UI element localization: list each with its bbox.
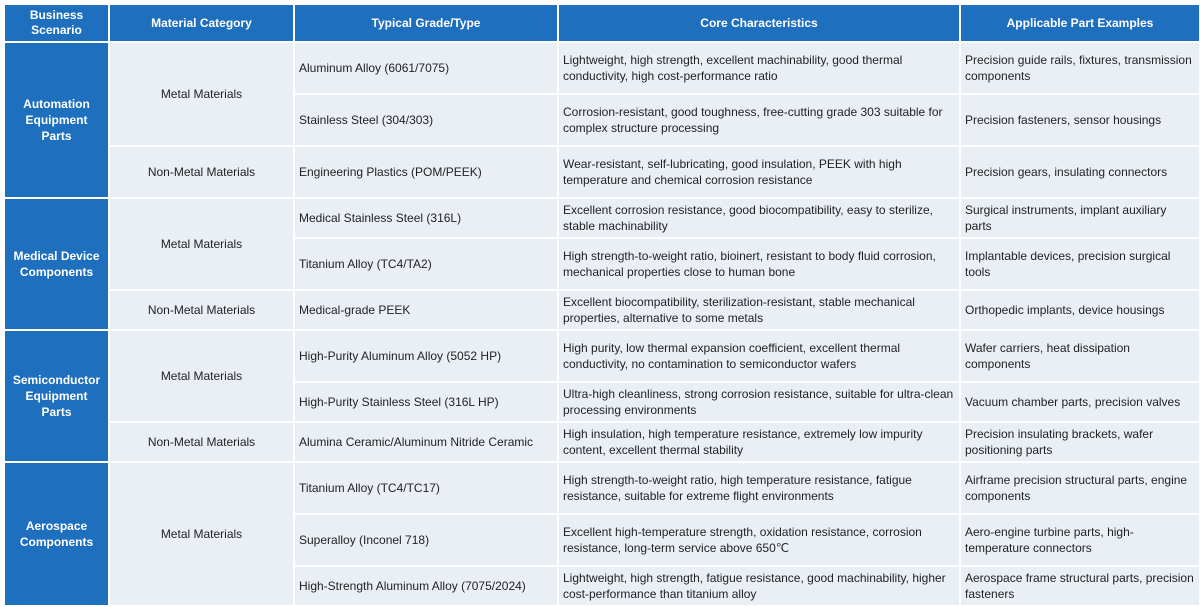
category-cell: Non-Metal Materials	[110, 291, 293, 329]
examples-cell: Implantable devices, precision surgical tools	[961, 239, 1199, 289]
characteristics-cell: High strength-to-weight ratio, high temperature resistance, fatigue resistance, suitable for extreme flight environments	[559, 463, 959, 513]
header-row	[5, 5, 1199, 41]
header-typical-grade: Typical Grade/Type	[295, 5, 557, 41]
characteristics-cell: High purity, low thermal expansion coefficient, excellent thermal conductivity, no contamination to semiconductor wafers	[559, 331, 959, 381]
table-row	[5, 291, 1199, 329]
characteristics-cell: Lightweight, high strength, excellent machinability, good thermal conductivity, high cost-performance ratio	[559, 43, 959, 93]
grade-cell: Stainless Steel (304/303)	[295, 95, 557, 145]
scenario-cell: Semiconductor Equipment Parts	[5, 331, 108, 461]
category-cell: Non-Metal Materials	[110, 147, 293, 197]
characteristics-cell: Corrosion-resistant, good toughness, free-cutting grade 303 suitable for complex structure processing	[559, 95, 959, 145]
header-core-characteristics: Core Characteristics	[559, 5, 959, 41]
examples-cell: Airframe precision structural parts, engine components	[961, 463, 1199, 513]
characteristics-cell: High strength-to-weight ratio, bioinert, resistant to body fluid corrosion, mechanical properties close to human bone	[559, 239, 959, 289]
examples-cell: Precision gears, insulating connectors	[961, 147, 1199, 197]
scenario-cell: Automation Equipment Parts	[5, 43, 108, 197]
table-row	[5, 423, 1199, 461]
table-row	[5, 147, 1199, 197]
characteristics-cell: Wear-resistant, self-lubricating, good insulation, PEEK with high temperature and chemical corrosion resistance	[559, 147, 959, 197]
category-cell: Metal Materials	[110, 43, 293, 145]
table-row	[5, 463, 1199, 513]
grade-cell: Superalloy (Inconel 718)	[295, 515, 557, 565]
table-row	[5, 199, 1199, 237]
examples-cell: Aerospace frame structural parts, precision fasteners	[961, 567, 1199, 605]
grade-cell: Titanium Alloy (TC4/TA2)	[295, 239, 557, 289]
header-business-scenario: Business Scenario	[5, 5, 108, 41]
grade-cell: High-Purity Stainless Steel (316L HP)	[295, 383, 557, 421]
grade-cell: High-Strength Aluminum Alloy (7075/2024)	[295, 567, 557, 605]
grade-cell: Aluminum Alloy (6061/7075)	[295, 43, 557, 93]
characteristics-cell: Lightweight, high strength, fatigue resistance, good machinability, higher cost-performance than titanium alloy	[559, 567, 959, 605]
examples-cell: Precision insulating brackets, wafer positioning parts	[961, 423, 1199, 461]
category-cell: Metal Materials	[110, 463, 293, 605]
category-cell: Metal Materials	[110, 199, 293, 289]
grade-cell: High-Purity Aluminum Alloy (5052 HP)	[295, 331, 557, 381]
materials-table	[3, 3, 1200, 607]
examples-cell: Surgical instruments, implant auxiliary parts	[961, 199, 1199, 237]
examples-cell: Wafer carriers, heat dissipation components	[961, 331, 1199, 381]
category-cell: Non-Metal Materials	[110, 423, 293, 461]
grade-cell: Alumina Ceramic/Aluminum Nitride Ceramic	[295, 423, 557, 461]
examples-cell: Orthopedic implants, device housings	[961, 291, 1199, 329]
examples-cell: Precision fasteners, sensor housings	[961, 95, 1199, 145]
category-cell: Metal Materials	[110, 331, 293, 421]
scenario-cell: Medical Device Components	[5, 199, 108, 329]
examples-cell: Vacuum chamber parts, precision valves	[961, 383, 1199, 421]
characteristics-cell: Excellent corrosion resistance, good biocompatibility, easy to sterilize, stable machinability	[559, 199, 959, 237]
examples-cell: Precision guide rails, fixtures, transmission components	[961, 43, 1199, 93]
characteristics-cell: Excellent biocompatibility, sterilization-resistant, stable mechanical properties, alternative to some metals	[559, 291, 959, 329]
grade-cell: Engineering Plastics (POM/PEEK)	[295, 147, 557, 197]
grade-cell: Titanium Alloy (TC4/TC17)	[295, 463, 557, 513]
characteristics-cell: Excellent high-temperature strength, oxidation resistance, corrosion resistance, long-term service above 650℃	[559, 515, 959, 565]
examples-cell: Aero-engine turbine parts, high-temperature connectors	[961, 515, 1199, 565]
table-row	[5, 43, 1199, 93]
header-material-category: Material Category	[110, 5, 293, 41]
table-row	[5, 331, 1199, 381]
characteristics-cell: Ultra-high cleanliness, strong corrosion resistance, suitable for ultra-clean processing environments	[559, 383, 959, 421]
materials-table-container	[3, 3, 1200, 607]
characteristics-cell: High insulation, high temperature resistance, extremely low impurity content, excellent thermal stability	[559, 423, 959, 461]
scenario-cell: Aerospace Components	[5, 463, 108, 605]
grade-cell: Medical Stainless Steel (316L)	[295, 199, 557, 237]
header-part-examples: Applicable Part Examples	[961, 5, 1199, 41]
grade-cell: Medical-grade PEEK	[295, 291, 557, 329]
